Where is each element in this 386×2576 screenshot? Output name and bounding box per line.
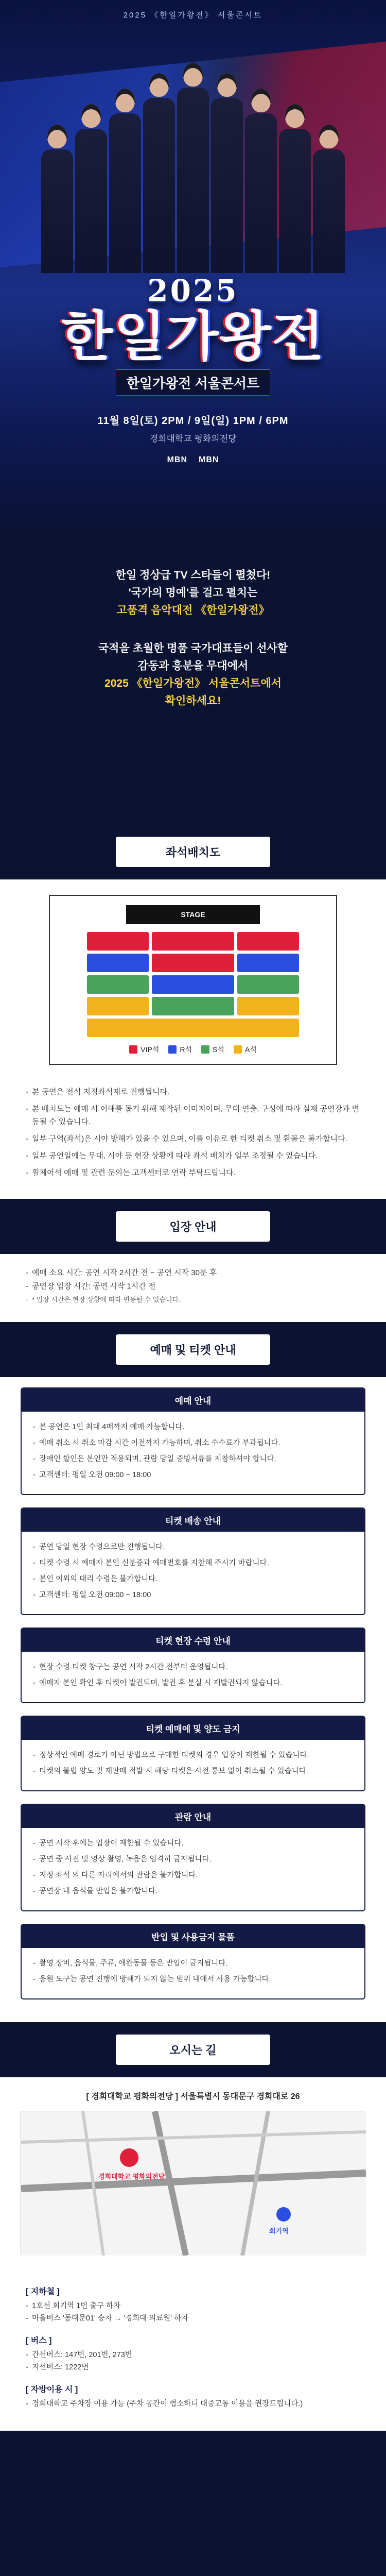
cast-member-body (75, 129, 107, 273)
map-label-venue: 경희대학교 평화의전당 (98, 2173, 165, 2180)
section-title-seating: 좌석배치도 (116, 837, 270, 867)
seat-note-item: - 일부 구역(좌석)은 시야 방해가 있을 수 있으며, 이를 이유로 한 티켓 취소 및 환불은 불가합니다. (26, 1132, 360, 1145)
location-map-section (0, 2077, 386, 2270)
intro-line: '국가의 명예'를 걸고 펼치는 (128, 587, 258, 599)
seat-row (59, 975, 327, 994)
content-area (0, 824, 386, 2431)
hero-info (0, 412, 386, 465)
seat-block-r (152, 975, 234, 994)
cast-member (143, 73, 175, 273)
logo-subtitle: 한일가왕전 서울콘서트 (116, 369, 270, 396)
cast-member-head (285, 104, 305, 128)
intro-line: 감동과 흥분을 무대에서 (137, 660, 249, 672)
seat-block-r (87, 954, 149, 972)
hero-banner (0, 0, 386, 536)
ticket-info-box (21, 1804, 365, 1911)
broadcaster-logo: MBN (167, 455, 187, 464)
legend-label: VIP석 (141, 1045, 160, 1054)
seat-block-s (237, 975, 299, 994)
section-title-location: 오시는 길 (116, 2035, 270, 2065)
seat-notes (0, 1075, 386, 1199)
logo-year: 2025 (147, 273, 239, 308)
ticket-info-item: - 공연 중 사진 및 영상 촬영, 녹음은 엄격히 금지됩니다. (33, 1853, 353, 1866)
ticket-info-item: - 티켓의 불법 양도 및 재판매 적발 시 해당 티켓은 사전 통보 없이 취소될 수 있습니다. (33, 1765, 353, 1778)
legend-item (129, 1044, 159, 1055)
transit-heading: [ 자방이용 시 ] (26, 2385, 78, 2394)
ticket-info-box-list (22, 1652, 364, 1702)
entry-info (0, 1254, 386, 1322)
ticket-info-box (21, 1387, 365, 1495)
transit-item: - 1호선 회기역 1번 출구 하차 (26, 2300, 360, 2312)
transit-item: - 간선버스: 147번, 201번, 273번 (26, 2349, 360, 2361)
intro-line: 확인하세요! (165, 695, 221, 707)
logo-title: 한일가왕전 (61, 304, 325, 368)
seat-block-s (87, 975, 149, 994)
ticket-info-item: - 촬영 장비, 음식물, 주류, 애완동물 등은 반입이 금지됩니다. (33, 1957, 353, 1970)
ticket-header-band (0, 1322, 386, 1377)
footer-band (0, 2431, 386, 2576)
transit-list (26, 2300, 360, 2325)
ticket-info-box (21, 1924, 365, 1999)
seat-row (59, 1019, 327, 1037)
seat-map-box (49, 895, 337, 1065)
seat-block-vip (87, 932, 149, 951)
ticket-info-item: - 예매 취소 시 취소 마감 시간 이전까지 가능하며, 취소 수수료가 부과됩니다. (33, 1437, 353, 1450)
cast-member (245, 89, 277, 273)
seat-block-a (237, 997, 299, 1015)
entry-item: - 예매 소요 시간: 공연 시작 2시간 전 ~ 공연 시작 30분 후 (26, 1266, 360, 1280)
ticket-info-box (21, 1716, 365, 1791)
cast-member-body (177, 88, 209, 273)
seat-note-item: - 본 공연은 전석 지정좌석제로 진행됩니다. (26, 1086, 360, 1098)
transit-list (26, 2398, 360, 2410)
cast-member-body (109, 113, 141, 273)
cast-member (279, 104, 311, 273)
map-label-station: 회기역 (269, 2227, 289, 2235)
map-drawing (21, 2111, 366, 2256)
stage-label: STAGE (126, 905, 260, 924)
seat-row (59, 932, 327, 951)
broadcaster-logos (0, 455, 386, 465)
seat-block-a (87, 1019, 299, 1037)
section-title-ticket: 예매 및 티켓 안내 (116, 1334, 270, 1365)
legend-item (234, 1044, 257, 1055)
cast-member-body (279, 129, 311, 273)
cast-member (75, 104, 107, 273)
cast-member-head (115, 89, 135, 112)
ticket-info-box-title: 티켓 예매에 및 양도 금지 (22, 1717, 364, 1740)
cast-member-head (217, 73, 237, 97)
location-map (21, 2111, 365, 2255)
transit-heading: [ 지하철 ] (26, 2287, 60, 2296)
cast-member (313, 125, 345, 273)
ticket-info-item: - 공연장 내 음식물 반입은 불가합니다. (33, 1885, 353, 1898)
legend-item (201, 1044, 224, 1055)
seat-row (59, 954, 327, 972)
event-date: 11월 8일(토) 2PM / 9일(일) 1PM / 6PM (97, 415, 289, 427)
ticket-info-item: - 응원 도구는 공연 진행에 방해가 되지 않는 범위 내에서 사용 가능합니다. (33, 1973, 353, 1986)
intro-paragraph-1 (15, 567, 371, 619)
event-logo (0, 273, 386, 396)
intro-line: 고품격 음악대전 《한일가왕전》 (116, 604, 270, 616)
seat-map (0, 879, 386, 1075)
cast-member-body (143, 98, 175, 273)
ticket-info-box (21, 1628, 365, 1703)
legend-swatch (201, 1045, 209, 1054)
seat-note-item: - 본 배치도는 예매 시 이해를 돕기 위해 제작된 이미지이며, 무대 연출, 구성에 따라 실제 공연장과 변동될 수 있습니다. (26, 1103, 360, 1128)
hero-top-caption: 2025 《한일가왕전》 서울콘서트 (123, 11, 263, 20)
transit-list (26, 2349, 360, 2374)
transit-heading: [ 버스 ] (26, 2336, 52, 2345)
cast-member-head (149, 73, 169, 97)
entry-header-band (0, 1199, 386, 1254)
seating-header-band (0, 824, 386, 879)
ticket-info-item: - 고객센터: 평일 오전 09:00 ~ 18:00 (33, 1589, 353, 1602)
intro-paragraph-2 (15, 640, 371, 710)
cast-group-photo (15, 31, 371, 273)
cast-member (41, 125, 73, 273)
seat-row (59, 997, 327, 1015)
seat-block-s (152, 997, 234, 1015)
ticket-info-box-title: 티켓 배송 안내 (22, 1509, 364, 1532)
location-header-band (0, 2022, 386, 2077)
legend-swatch (168, 1045, 177, 1054)
section-title-entry: 입장 안내 (116, 1211, 270, 1242)
ticket-info-box (21, 1507, 365, 1615)
ticket-info-box-list (22, 1740, 364, 1790)
intro-line: 한일 정상급 TV 스타들이 펼쳤다! (115, 569, 271, 581)
ticket-info-box-list (22, 1412, 364, 1494)
ticket-info-item: - 본인 이외의 대리 수령은 불가합니다. (33, 1573, 353, 1586)
event-venue: 경희대학교 평화의전당 (149, 434, 237, 444)
seat-note-item: - 일부 공연일에는 무대, 시야 등 현장 상황에 따라 좌석 배치가 일부 조정될 수 있습니다. (26, 1149, 360, 1162)
cast-member-head (183, 63, 203, 87)
transit-info (0, 2270, 386, 2431)
seat-legend (59, 1044, 327, 1055)
ticket-info-box-list (22, 1532, 364, 1614)
seat-note-item: - 휠체어석 예매 및 관련 문의는 고객센터로 연락 부탁드립니다. (26, 1166, 360, 1179)
ticket-info-item: - 지정 좌석 외 다른 자리에서의 관람은 불가합니다. (33, 1869, 353, 1882)
legend-item (168, 1044, 192, 1055)
entry-item: - 공연장 입장 시간: 공연 시작 1시간 전 (26, 1280, 360, 1293)
cast-member-body (211, 98, 243, 273)
transit-item: - 마을버스 '동대문01' 승차 → '경희대 의료원' 하차 (26, 2312, 360, 2325)
ticket-info-box-list (22, 1948, 364, 1998)
legend-swatch (129, 1045, 137, 1054)
cast-member-body (313, 149, 345, 273)
cast-member-body (41, 149, 73, 273)
legend-swatch (234, 1045, 242, 1054)
legend-label: S석 (212, 1045, 224, 1054)
transit-item: - 경희대학교 주차장 이용 가능 (주차 공간이 협소하니 대중교통 이용을 권장드립니다.) (26, 2398, 360, 2410)
seat-block-vip (152, 932, 234, 951)
cast-member-head (47, 125, 67, 148)
cast-member (211, 73, 243, 273)
seat-block-vip (237, 932, 299, 951)
ticket-info-item: - 고객센터: 평일 오전 09:00 ~ 18:00 (33, 1469, 353, 1482)
seat-block-r (237, 954, 299, 972)
cast-member-body (245, 113, 277, 273)
ticket-info-item: - 티켓 수령 시 예매자 본인 신분증과 예매번호를 지참해 주시기 바랍니다. (33, 1557, 353, 1570)
cast-member (109, 89, 141, 273)
seat-block-vip (152, 954, 234, 972)
seat-block-a (87, 997, 149, 1015)
ticket-info-item: - 공연 당일 현장 수령으로만 진행됩니다. (33, 1541, 353, 1554)
legend-label: R석 (180, 1045, 192, 1054)
ticket-info-item: - 공연 시작 후에는 입장이 제한될 수 있습니다. (33, 1837, 353, 1850)
cast-member-head (319, 125, 339, 148)
ticket-info-item: - 현장 수령 티켓 창구는 공연 시작 2시간 전부터 운영됩니다. (33, 1661, 353, 1674)
cast-member (177, 63, 209, 273)
legend-label: A석 (244, 1045, 257, 1054)
transit-item: - 지선버스: 1222번 (26, 2361, 360, 2374)
ticket-info-box-title: 예매 안내 (22, 1388, 364, 1412)
ticket-info-box-title: 티켓 현장 수령 안내 (22, 1629, 364, 1652)
cast-member-head (251, 89, 271, 112)
venue-address: [ 경희대학교 평화의전당 ] 서울특별시 동대문구 경희대로 26 (86, 2092, 300, 2101)
ticket-info-box-list (22, 1828, 364, 1910)
ticket-info-item: - 장애인 할인은 본인만 적용되며, 관람 당일 증빙서류를 지참하셔야 합니다. (33, 1453, 353, 1466)
entry-note: - * 입장 시간은 현장 상황에 따라 변동될 수 있습니다. (26, 1293, 360, 1307)
cast-member-head (81, 104, 101, 128)
ticket-info (0, 1377, 386, 2022)
intro-section (0, 536, 386, 824)
broadcaster-logo: MBN (199, 455, 219, 464)
ticket-info-box-title: 반입 및 사용금지 물품 (22, 1925, 364, 1948)
ticket-info-box-title: 관람 안내 (22, 1805, 364, 1828)
ticket-info-item: - 정상적인 예매 경로가 아닌 방법으로 구매한 티켓의 경우 입장이 제한될 수 있습니다. (33, 1749, 353, 1762)
ticket-info-item: - 본 공연은 1인 최대 4매까지 예매 가능합니다. (33, 1421, 353, 1434)
ticket-info-item: - 예매자 본인 확인 후 티켓이 발권되며, 발권 후 분실 시 재발권되지 않습니다. (33, 1677, 353, 1690)
intro-line: 국적을 초월한 명품 국가대표들이 선사할 (98, 642, 288, 654)
intro-line: 2025 《한일가왕전》 서울콘서트에서 (104, 677, 282, 689)
